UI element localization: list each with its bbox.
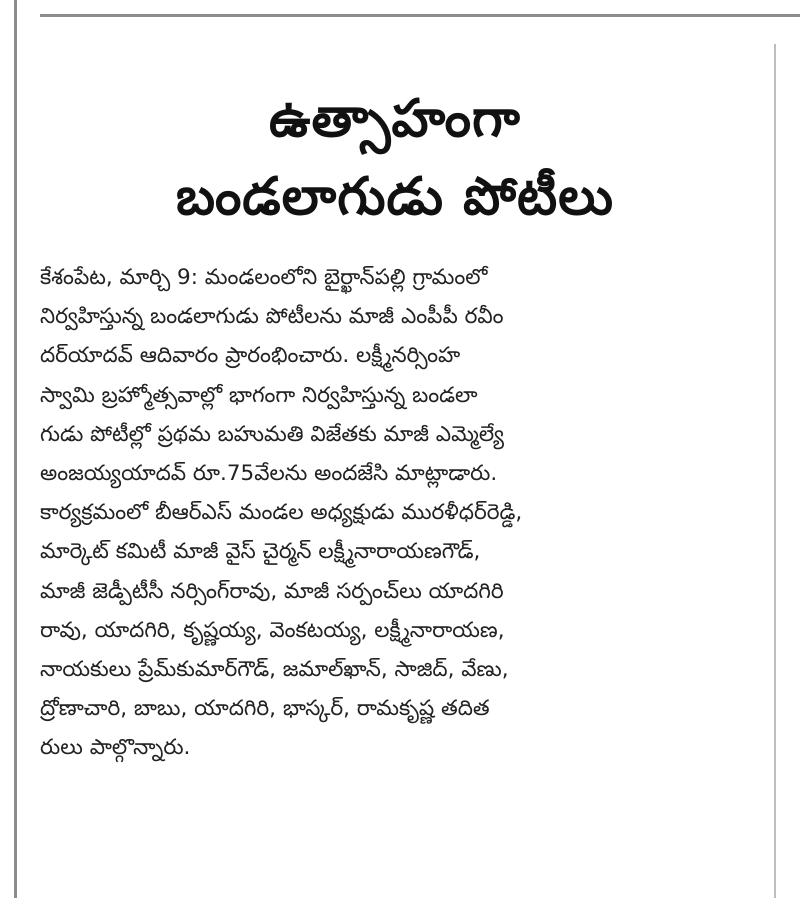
body-line: ద్రోణాచారి, బాబు, యాదగిరి, భాస్కర్, రామకృష్ణ తదిత bbox=[40, 696, 490, 722]
left-border-rule bbox=[14, 0, 17, 898]
headline-line-1: ఉత్సాహంగా bbox=[269, 89, 521, 149]
news-article bbox=[40, 80, 750, 768]
body-line: గుడు పోటీల్లో ప్రథమ బహుమతి విజేతకు మాజీ ఎమ్మెల్యే bbox=[40, 421, 504, 447]
article-body bbox=[40, 258, 750, 768]
body-line: రావు, యాదగిరి, కృష్ణయ్య, వెంకటయ్య, లక్ష్మీనారాయణ, bbox=[40, 617, 505, 643]
body-line: రులు పాల్గొన్నారు. bbox=[40, 735, 191, 761]
column-divider-rule bbox=[774, 44, 776, 898]
top-border-rule bbox=[40, 14, 800, 17]
article-headline bbox=[40, 80, 750, 236]
body-line: దర్‌యాదవ్ ఆదివారం ప్రారంభించారు. లక్ష్మీనర్సింహ bbox=[40, 343, 461, 369]
body-line: మాజీ జెడ్పీటీసీ నర్సింగ్‌రావు, మాజీ సర్పంచ్‌లు యాదగిరి bbox=[40, 578, 504, 604]
body-line: నాయకులు ప్రేమ్‌కుమార్‌గౌడ్, జమాల్‌ఖాన్, సాజిద్, వేణు, bbox=[40, 657, 509, 683]
body-line: మార్కెట్ కమిటీ మాజీ వైస్ చైర్మన్ లక్ష్మీనారాయణగౌడ్, bbox=[40, 539, 481, 565]
body-line: అంజయ్యయాదవ్ రూ.75వేలను అందజేసి మాట్లాడారు. bbox=[40, 461, 498, 487]
body-line: కార్యక్రమంలో బీఆర్ఎస్ మండల అధ్యక్షుడు మురళీధర్‌రెడ్డి, bbox=[40, 500, 523, 526]
headline-line-2: బండలాగుడు పోటీలు bbox=[175, 167, 615, 227]
body-line: కేశంపేట, మార్చి 9: మండలంలోని బైర్ఖాన్‌పల్లి గ్రామంలో bbox=[40, 265, 488, 290]
body-line: స్వామి బ్రహ్మోత్సవాల్లో భాగంగా నిర్వహిస్తున్న బండలా bbox=[40, 382, 478, 408]
body-line: నిర్వహిస్తున్న బండలాగుడు పోటీలను మాజీ ఎంపీపీ రవీం bbox=[40, 304, 504, 330]
